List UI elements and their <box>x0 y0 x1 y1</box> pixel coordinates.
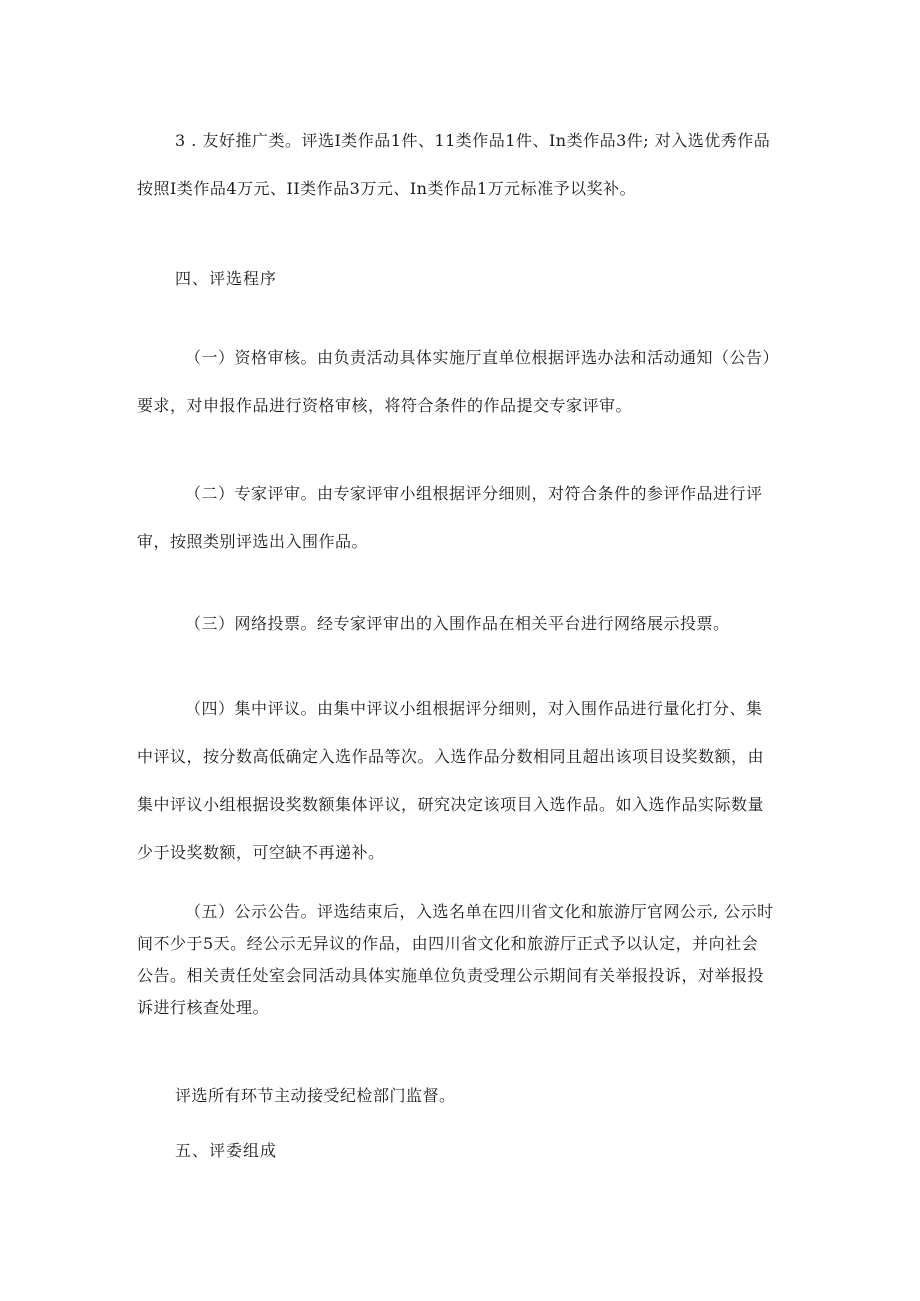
section-4-heading-text: 四、评选程序 <box>175 269 278 288</box>
section-4-heading <box>175 266 825 289</box>
procedure-step-2-line-2: 审，按照类别评选出入围作品。 <box>137 532 369 551</box>
procedure-step-3 <box>137 612 787 660</box>
award-item-3 <box>137 129 787 225</box>
procedure-step-1 <box>137 346 787 442</box>
section-5-heading-text: 五、评委组成 <box>175 1141 278 1160</box>
procedure-step-1-line-1: （一）资格审核。由负责活动具体实施厅直单位根据评选办法和活动通知（公告） <box>185 348 780 367</box>
procedure-step-4 <box>137 697 787 889</box>
procedure-step-2 <box>137 482 787 578</box>
award-item-3-line-1: 3 . 友好推广类。评选I类作品1件、11类作品1件、In类作品3件; 对入选优秀作品 <box>175 131 771 150</box>
procedure-step-1-line-2: 要求，对申报作品进行资格审核，将符合条件的作品提交专家评审。 <box>137 396 633 415</box>
procedure-step-5 <box>137 901 787 1029</box>
procedure-step-3-line-1: （三）网络投票。经专家评审出的入围作品在相关平台进行网络展示投票。 <box>185 614 730 633</box>
award-item-3-line-2: 按照I类作品4万元、II类作品3万元、In类作品1万元标准予以奖补。 <box>137 179 637 198</box>
procedure-step-4-line-3: 集中评议小组根据设奖数额集体评议，研究决定该项目入选作品。如入选作品实际数量 <box>137 795 765 814</box>
supervision-note <box>175 1083 825 1106</box>
procedure-step-5-line-1: （五）公示公告。评选结束后，入选名单在四川省文化和旅游厅官网公示, 公示时 <box>185 902 774 921</box>
procedure-step-4-line-1: （四）集中评议。由集中评议小组根据评分细则，对入围作品进行量化打分、集 <box>185 699 763 718</box>
procedure-step-5-line-3: 公告。相关责任处室会同活动具体实施单位负责受理公示期间有关举报投诉，对举报投 <box>137 966 765 985</box>
procedure-step-4-line-4: 少于设奖数额，可空缺不再递补。 <box>137 843 385 862</box>
procedure-step-5-line-4: 诉进行核查处理。 <box>137 998 270 1017</box>
section-5-heading <box>175 1138 825 1161</box>
procedure-step-5-line-2: 间不少于5天。经公示无异议的作品，由四川省文化和旅游厅正式予以认定，并向社会 <box>137 934 759 953</box>
supervision-note-text: 评选所有环节主动接受纪检部门监督。 <box>175 1086 456 1105</box>
procedure-step-4-line-2: 中评议，按分数高低确定入选作品等次。入选作品分数相同且超出该项目设奖数额，由 <box>137 747 765 766</box>
procedure-step-2-line-1: （二）专家评审。由专家评审小组根据评分细则，对符合条件的参评作品进行评 <box>185 484 763 503</box>
